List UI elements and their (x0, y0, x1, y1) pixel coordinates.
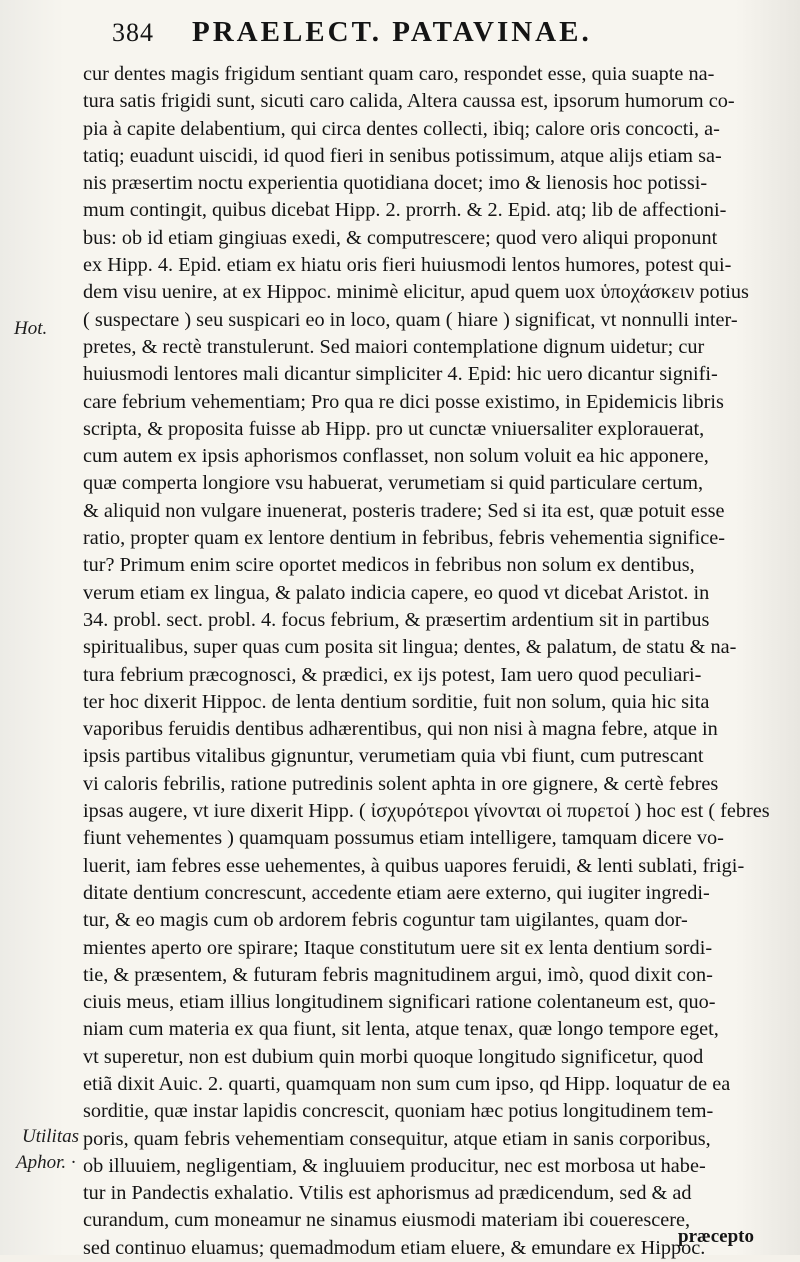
text-line: verum etiam ex lingua, & palato indicia capere, eo quod vt dicebat Aristot. in (83, 581, 710, 604)
text-line: mum contingit, quibus dicebat Hipp. 2. prorrh. & 2. Epid. atq; lib de affectioni- (83, 199, 727, 222)
text-line: bus: ob id etiam gingiuas exedi, & computrescere; quod vero aliqui proponunt (83, 226, 718, 249)
text-line: tie, & præsentem, & futuram febris magnitudinem argui, imò, quod dixit con- (83, 963, 713, 986)
text-line: vi caloris febrilis, ratione putredinis solent aphta in ore gignere, & certè febres (83, 772, 719, 795)
text-line: ciuis meus, etiam illius longitudinem significari ratione colentaneum est, quo- (83, 991, 716, 1014)
text-line: tura febrium præcognosci, & prædici, ex ijs potest, Iam uero quod peculiari- (83, 663, 702, 686)
text-line: vaporibus feruidis dentibus adhærentibus, qui non nisi à magna febre, atque in (83, 718, 718, 741)
text-line: care febrium vehementiam; Pro qua re dici posse existimo, in Epidemicis libris (83, 390, 724, 413)
text-line: ratio, propter quam ex lentore dentium in febribus, febris vehementia significe- (83, 527, 726, 550)
text-line: cur dentes magis frigidum sentiant quam caro, respondet esse, quia suapte na- (83, 63, 715, 85)
page-number: 384 (112, 18, 154, 47)
text-line: tatiq; euadunt uiscidi, id quod fieri in senibus potissimum, atque alijs etiam sa- (83, 144, 722, 167)
text-line: fiunt vehementes ) quamquam possumus etiam intelligere, tamquam dicere vo- (83, 827, 724, 850)
text-line: huiusmodi lentores mali dicantur simpliciter 4. Epid: hic uero dicantur signifi- (83, 363, 718, 386)
text-line: sed continuo eluamus; quemadmodum etiam eluere, & emundare ex Hippoc. (83, 1236, 706, 1259)
text-line: poris, quam febris vehementiam consequitur, atque etiam in sanis corporibus, (83, 1127, 711, 1150)
text-line: nis præsertim noctu experientia quotidiana docet; imo & lienosis hoc potissi- (83, 172, 708, 195)
text-line: ob illuuiem, negligentiam, & ingluuiem producitur, nec est morbosa ut habe- (83, 1154, 706, 1177)
margin-note-aphor: Aphor. · (16, 1152, 76, 1173)
text-line: ter hoc dixerit Hippoc. de lenta dentium sorditie, fuit non solum, quia hic sita (83, 690, 710, 713)
text-line: ditate dentium concrescunt, accedente etiam aere externo, qui iugiter ingredi- (83, 881, 710, 904)
running-head: PRAELECT. PATAVINAE. (192, 16, 592, 48)
text-line: luerit, iam febres esse uehementes, à quibus uapores feruidi, & lenti sublati, frigi- (83, 854, 745, 877)
text-line: curandum, cum moneamur ne sinamus eiusmodi materiam ibi couerescere, (83, 1209, 691, 1232)
body-text (83, 61, 795, 1262)
text-line: ( suspectare ) seu suspicari eo in loco, quam ( hiare ) significat, vt nonnulli inter- (83, 308, 738, 331)
text-line: & aliquid non vulgare inuenerat, posteris tradere; Sed si ita est, quæ potuit esse (83, 499, 725, 522)
text-line: quæ comperta longiore vsu habuerat, verumetiam si quid particulare certum, (83, 472, 704, 495)
text-line: etiã dixit Auic. 2. quarti, quamquam non sum cum ipso, qd Hipp. loquatur de ea (83, 1072, 731, 1095)
text-line: niam cum materia ex qua fiunt, sit lenta, atque tenax, quæ longo tempore eget, (83, 1018, 719, 1041)
margin-note-hot: Hot. (14, 318, 48, 339)
text-line: vt superetur, non est dubium quin morbi quoque longitudo significetur, quod (83, 1045, 704, 1068)
text-line: sorditie, quæ instar lapidis concrescit, quoniam hæc potius longitudinem tem- (83, 1100, 714, 1123)
text-line: mientes aperto ore spirare; Itaque constitutum uere sit ex lenta dentium sordi- (83, 936, 713, 959)
margin-note-utilitas: Utilitas (22, 1126, 80, 1147)
text-line: scripta, & proposita fuisse ab Hipp. pro ut cunctæ vniuersaliter explorauerat, (83, 417, 705, 440)
text-line: tura satis frigidi sunt, sicuti caro calida, Altera caussa est, ipsorum humorum co- (83, 90, 735, 113)
text-line: dem visu uenire, at ex Hippoc. minimè elicitur, apud quem uox ὑποχάσκειν potius (83, 281, 749, 304)
text-line: ipsis partibus vitalibus gignuntur, verumetiam quia vbi fiunt, cum putrescant (83, 745, 704, 768)
text-line: 34. probl. sect. probl. 4. focus febrium, & præsertim ardentium sit in partibus (83, 608, 710, 631)
text-line: tur? Primum enim scire oportet medicos in febribus non solum ex dentibus, (83, 554, 695, 577)
text-line: ipsas augere, vt iure dixerit Hipp. ( ἰσχυρότεροι γίνονται οἱ πυρετοί ) hoc est ( febres (83, 800, 770, 823)
text-line: ex Hipp. 4. Epid. etiam ex hiatu oris fieri huiusmodi lentos humores, potest qui- (83, 254, 732, 277)
text-line: pretes, & rectè transtulerunt. Sed maiori contemplatione dignum uidetur; cur (83, 335, 705, 358)
text-line: cum autem ex ipsis aphorismos conflasset, non solum voluit ea hic apponere, (83, 445, 709, 468)
text-line: spiritualibus, super quas cum posita sit lingua; dentes, & palatum, de statu & na- (83, 636, 737, 659)
text-line: tur in Pandectis exhalatio. Vtilis est aphorismus ad prædicendum, sed & ad (83, 1182, 692, 1205)
text-line: tur, & eo magis cum ob ardorem febris coguntur tam uigilantes, quam dor- (83, 909, 688, 932)
page-header (112, 14, 652, 58)
text-line: pia à capite delabentium, qui circa dentes collecti, ibiq; calore oris concocti, a- (83, 117, 720, 140)
catchword: præcepto (678, 1226, 754, 1247)
